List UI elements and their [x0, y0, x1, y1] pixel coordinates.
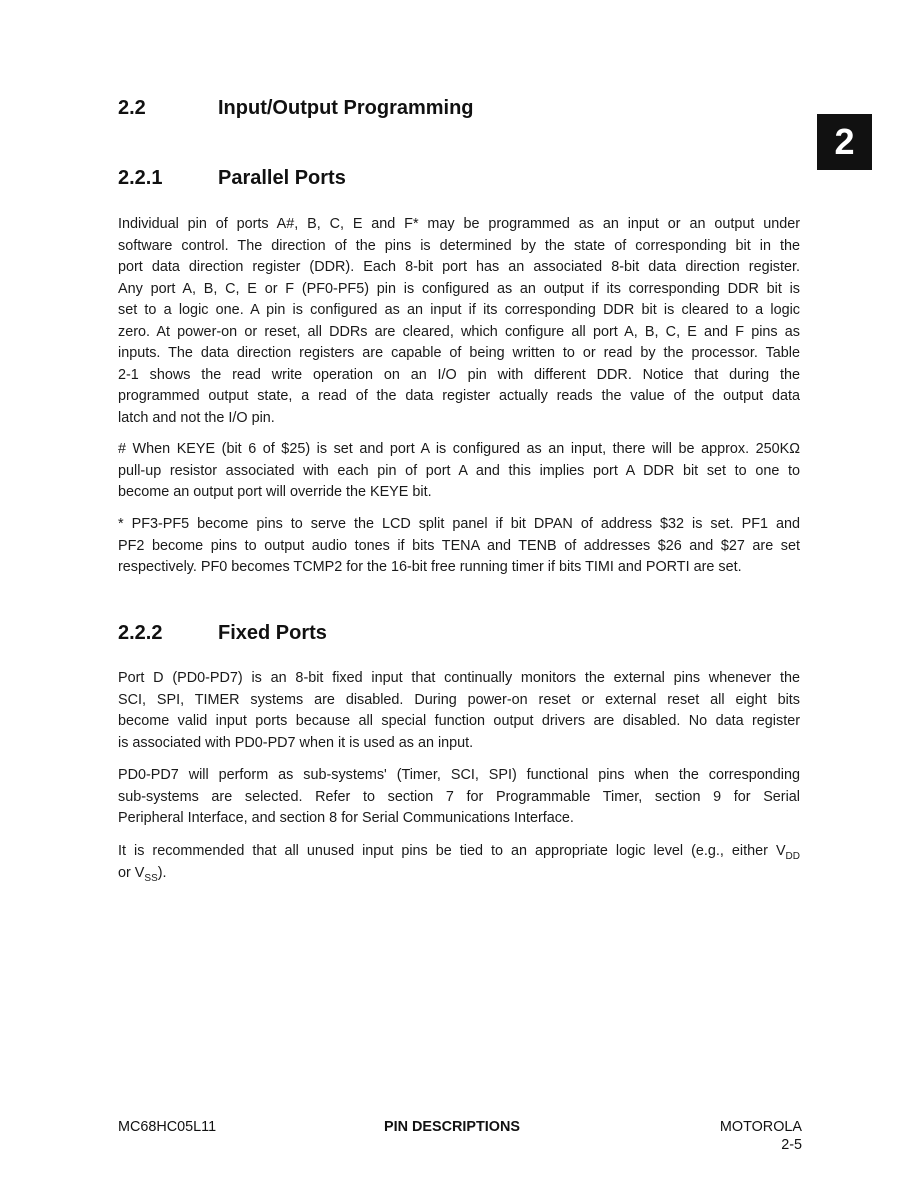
text-line: Any port A, B, C, E or F (PF0-PF5) pin is configured as an output if its corresponding DDR bit is: [118, 280, 800, 297]
chapter-number: 2: [834, 121, 855, 162]
text-line: is associated with PD0-PD7 when it is used as an input.: [118, 734, 474, 751]
text-line: Individual pin of ports A#, B, C, E and F* may be programmed as an input or an output under: [118, 216, 800, 232]
subsection-number: 2.2.2: [118, 622, 163, 644]
text-line: programmed output state, a read of the data register actually reads the value of the output data: [118, 388, 800, 404]
chapter-tab: [817, 114, 872, 170]
text-line: 2-1 shows the read write operation on an I/O pin with different DDR. Notice that during the: [118, 366, 800, 383]
text-line: become an output port will override the KEYE bit.: [118, 484, 432, 500]
text-line: [118, 863, 800, 885]
subsection-title: Parallel Ports: [218, 167, 346, 189]
text-line: zero. At power-on or reset, all DDRs are cleared, which configure all port A, B, C, E and F pins as: [118, 323, 800, 340]
text-line: pull-up resistor associated with each pin of port A and this implies port A DDR bit set to one to: [118, 462, 800, 479]
text-line: latch and not the I/O pin.: [118, 409, 275, 426]
text-line: Port D (PD0-PD7) is an 8-bit fixed input that continually monitors the external pins whenever the: [118, 670, 800, 686]
footer-chapter-title: PIN DESCRIPTIONS: [384, 1119, 520, 1135]
footer-part-number: MC68HC05L11: [118, 1119, 217, 1135]
text-line: PD0-PD7 will perform as sub-systems' (Timer, SCI, SPI) functional pins when the corresponding: [118, 767, 800, 783]
text-line: port data direction register (DDR). Each 8-bit port has an associated 8-bit data direction register.: [118, 259, 800, 275]
text-line: SCI, SPI, TIMER systems are disabled. During power-on reset or external reset all eight bits: [118, 691, 800, 708]
footer-page-number: 2-5: [781, 1137, 802, 1153]
fixed-ports-paragraph-1: [118, 668, 800, 754]
text-line: respectively. PF0 becomes TCMP2 for the 16-bit free running timer if bits TIMI and PORTI are set.: [118, 559, 742, 575]
section-number: 2.2: [118, 97, 146, 119]
note-star-paragraph: [118, 514, 800, 579]
text-run: It is recommended that all unused input pins be tied to an appropriate logic level (e.g., either V: [118, 843, 786, 859]
note-hash-paragraph: [118, 439, 800, 504]
fixed-ports-paragraph-2: [118, 765, 800, 830]
subsection-title: Fixed Ports: [218, 622, 327, 644]
subsection-number: 2.2.1: [118, 167, 163, 189]
text-line: Peripheral Interface, and section 8 for Serial Communications Interface.: [118, 810, 574, 826]
text-line: * PF3-PF5 become pins to serve the LCD split panel if bit DPAN of address $32 is set. PF1 and: [118, 516, 800, 532]
fixed-ports-paragraph-3: [118, 841, 800, 884]
text-line: become valid input ports because all special function output drivers are disabled. No data register: [118, 713, 800, 729]
parallel-ports-paragraph: [118, 214, 800, 429]
subscript: SS: [144, 872, 158, 884]
footer-company: MOTOROLA: [719, 1119, 802, 1135]
text-line: sub-systems are selected. Refer to section 7 for Programmable Timer, section 9 for Serial: [118, 788, 800, 805]
section-title: Input/Output Programming: [218, 97, 474, 119]
text-run: ).: [157, 864, 167, 881]
text-line: [118, 841, 800, 863]
text-line: software control. The direction of the pins is determined by the state of corresponding bit in the: [118, 237, 800, 254]
text-line: inputs. The data direction registers are capable of being written to or read by the processor. Table: [118, 345, 800, 361]
text-line: # When KEYE (bit 6 of $25) is set and port A is configured as an input, there will be approx. 250KΩ: [118, 441, 800, 457]
subscript: DD: [785, 850, 800, 862]
text-line: set to a logic one. A pin is configured as an input if its corresponding DDR bit is cleared to a logic: [118, 302, 800, 318]
text-run: or V: [118, 864, 145, 881]
text-line: PF2 become pins to output audio tones if bits TENA and TENB of addresses $26 and $27 are set: [118, 537, 800, 554]
